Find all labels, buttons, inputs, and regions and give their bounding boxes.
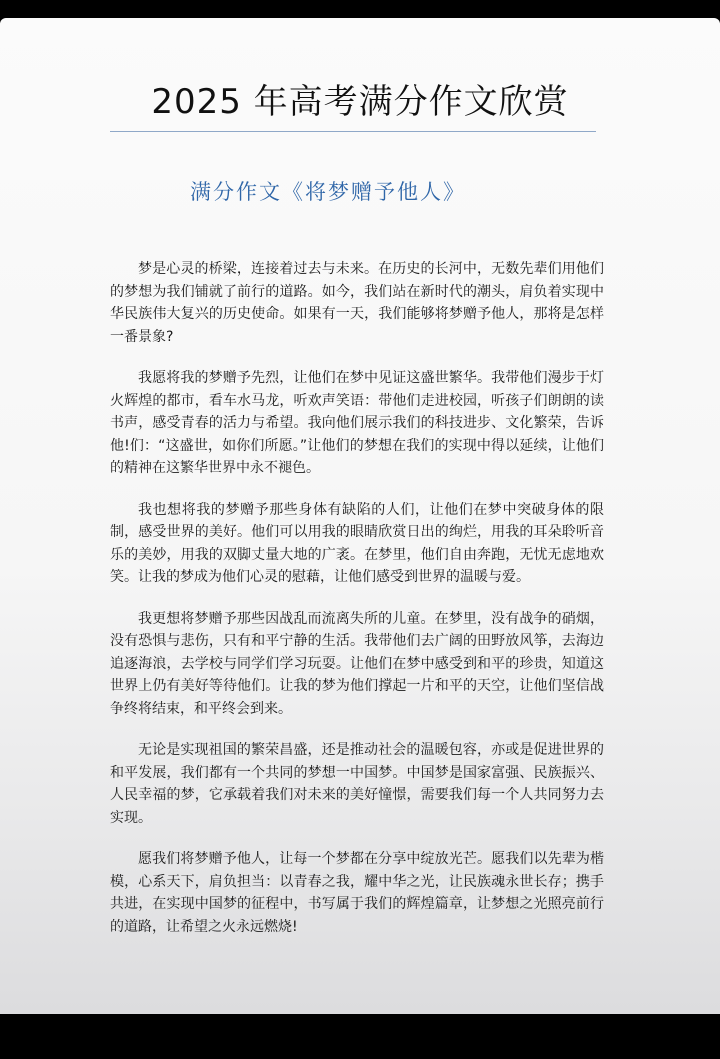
essay-paragraph-3: 我也想将我的梦赠予那些身体有缺陷的人们，让他们在梦中突破身体的限制，感受世界的美好。他们可以用我的眼睛欣赏日出的绚烂，用我的耳朵聆听音乐的美妙，用我的双脚丈量大地的广袤。在梦里，他们自由奔跑，无忧无虑地欢笑。让我的梦成为他们心灵的慰藉，让他们感受到世界的温暖与爱。	[110, 501, 604, 585]
essay-body	[110, 258, 604, 957]
top-letterbox-bar	[0, 0, 720, 18]
bottom-letterbox-bar	[0, 1014, 720, 1059]
document-title: 2025 年高考满分作文欣赏	[151, 82, 569, 122]
document-page[interactable]	[0, 18, 720, 1014]
essay-paragraph-5: 无论是实现祖国的繁荣昌盛，还是推动社会的温暖包容，亦或是促进世界的和平发展，我们都有一个共同的梦想一中国梦。中国梦是国家富强、民族振兴、人民幸福的梦，它承载着我们对未来的美好憧憬，需要我们每一个人共同努力去实现。	[110, 742, 604, 826]
essay-title: 满分作文《将梦赠予他人》	[190, 180, 466, 204]
essay-paragraph-6: 愿我们将梦赠予他人，让每一个梦都在分享中绽放光芒。愿我们以先辈为楷模，心系天下，肩负担当：以青春之我，耀中华之光，让民族魂永世长存；携手共进，在实现中国梦的征程中，书写属于我们的辉煌篇章，让梦想之光照亮前行的道路，让希望之火永远燃烧!	[110, 851, 604, 935]
essay-paragraph-4: 我更想将梦赠予那些因战乱而流离失所的儿童。在梦里，没有战争的硝烟，没有恐惧与悲伤，只有和平宁静的生活。我带他们去广阔的田野放风筝，去海边追逐海浪，去学校与同学们学习玩耍。让他们在梦中感受到和平的珍贵，知道这世界上仍有美好等待他们。让我的梦为他们撑起一片和平的天空，让他们坚信战争终将结束，和平终会到来。	[110, 610, 604, 717]
essay-paragraph-1: 梦是心灵的桥梁，连接着过去与未来。在历史的长河中，无数先辈们用他们的梦想为我们铺就了前行的道路。如今，我们站在新时代的潮头，肩负着实现中华民族伟大复兴的历史使命。如果有一天，我们能够将梦赠予他人，那将是怎样一番景象?	[110, 261, 604, 345]
essay-paragraph-2: 我愿将我的梦赠予先烈，让他们在梦中见证这盛世繁华。我带他们漫步于灯火辉煌的都市，看车水马龙，听欢声笑语：带他们走进校园，听孩子们朗朗的读书声，感受青春的活力与希望。我向他们展示我们的科技进步、文化繁荣，告诉他!们：“这盛世，如你们所愿。”让他们的梦想在我们的实现中得以延续，让他们的精神在这繁华世界中永不褪色。	[110, 370, 604, 476]
title-divider	[110, 131, 596, 132]
